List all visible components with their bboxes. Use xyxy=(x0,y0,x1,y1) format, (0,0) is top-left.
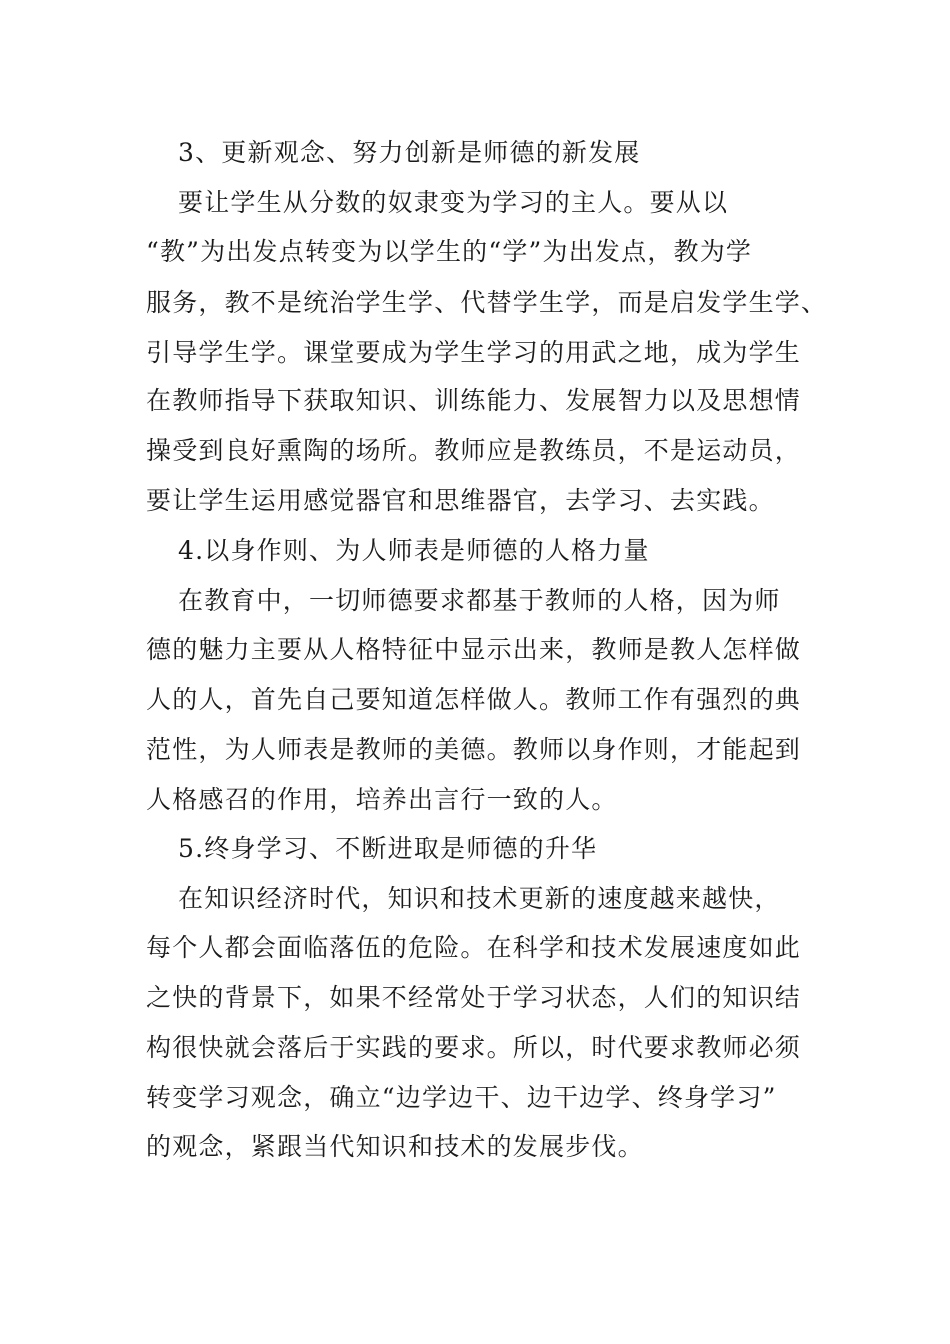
paragraph-line: 范性，为人师表是教师的美德。教师以身作则，才能起到 xyxy=(146,735,802,764)
section-heading-4: 4.以身作则、为人师表是师德的人格力量 xyxy=(178,536,650,565)
paragraph-line: 在教师指导下获取知识、训练能力、发展智力以及思想情 xyxy=(146,386,802,415)
section-heading-5: 5.终身学习、不断进取是师德的升华 xyxy=(178,834,598,863)
paragraph-line: 操受到良好熏陶的场所。教师应是教练员，不是运动员， xyxy=(146,436,802,465)
paragraph-line: 要让学生从分数的奴隶变为学习的主人。要从以 xyxy=(178,188,729,217)
paragraph-line: 在教育中，一切师德要求都基于教师的人格，因为师 xyxy=(178,586,781,615)
paragraph-line: 每个人都会面临落伍的危险。在科学和技术发展速度如此 xyxy=(146,933,802,962)
section-heading-3: 3、更新观念、努力创新是师德的新发展 xyxy=(178,138,641,167)
paragraph-line: 人的人，首先自己要知道怎样做人。教师工作有强烈的典 xyxy=(146,685,802,714)
paragraph-line: 构很快就会落后于实践的要求。所以，时代要求教师必须 xyxy=(146,1033,802,1062)
paragraph-line: 引导学生学。课堂要成为学生学习的用武之地，成为学生 xyxy=(146,338,802,367)
paragraph-line: 转变学习观念，确立“边学边干、边干边学、终身学习” xyxy=(146,1083,777,1112)
paragraph-line: 在知识经济时代，知识和技术更新的速度越来越快， xyxy=(178,884,781,913)
paragraph-line: 要让学生运用感觉器官和思维器官，去学习、去实践。 xyxy=(146,486,775,515)
paragraph-line: 德的魅力主要从人格特征中显示出来，教师是教人怎样做 xyxy=(146,635,802,664)
paragraph-line: 之快的背景下，如果不经常处于学习状态，人们的知识结 xyxy=(146,983,802,1012)
paragraph-line: 的观念，紧跟当代知识和技术的发展步伐。 xyxy=(146,1132,644,1161)
paragraph-line: 人格感召的作用，培养出言行一致的人。 xyxy=(146,785,618,814)
paragraph-line: 服务，教不是统治学生学、代替学生学，而是启发学生学、 xyxy=(146,288,828,317)
paragraph-line: “教”为出发点转变为以学生的“学”为出发点，教为学 xyxy=(146,237,753,266)
